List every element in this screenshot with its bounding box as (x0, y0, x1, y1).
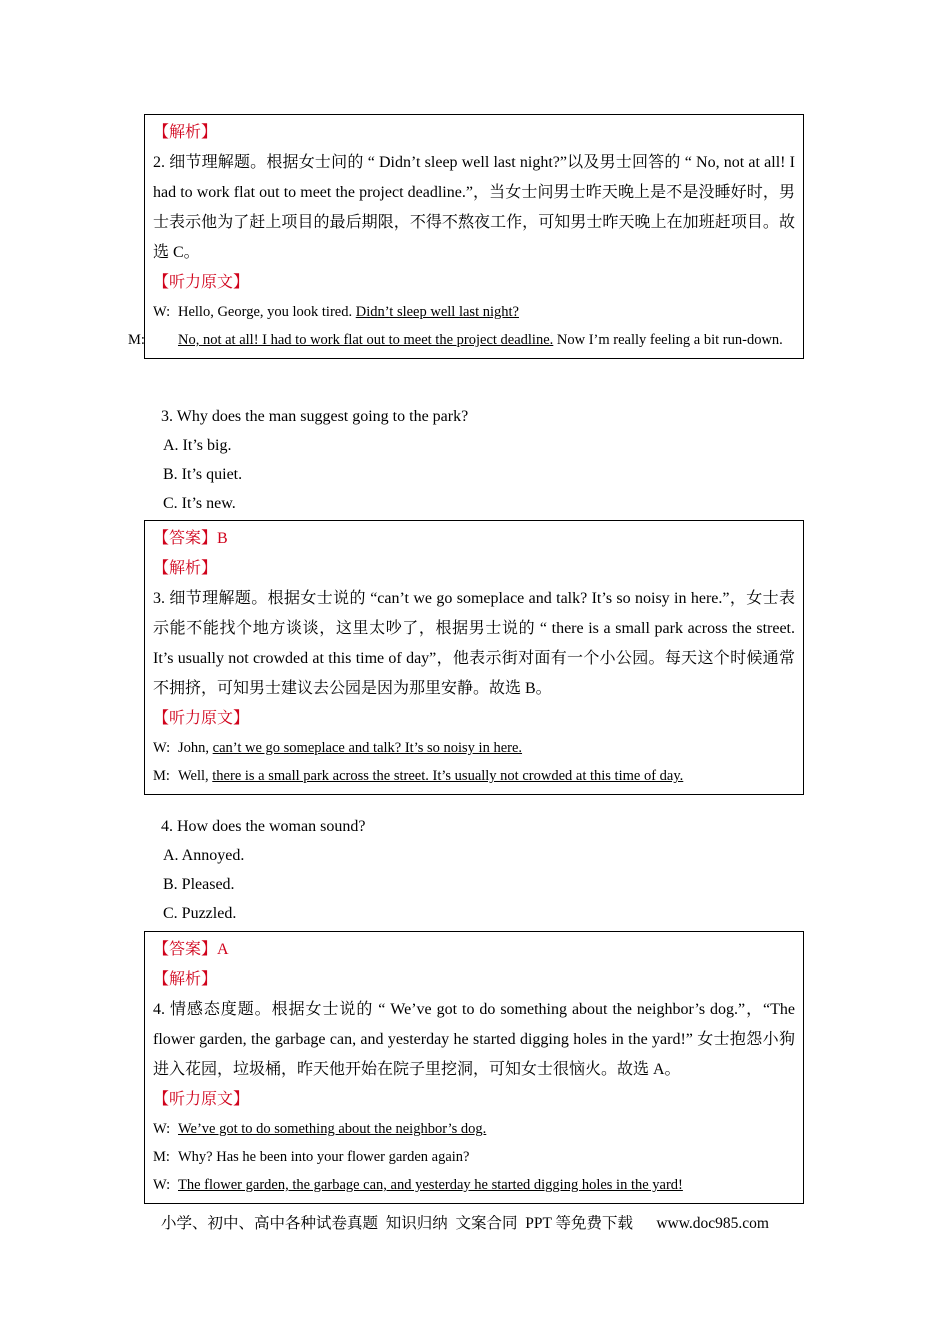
option-b: B. It’s quiet. (163, 466, 243, 483)
answer-value: B (217, 530, 228, 547)
question-stem: 4. How does the woman sound? (161, 818, 366, 835)
analysis-text: 3. 细节理解题。根据女士说的 “can’t we go someplace and talk? It’s so noisy in here.”，女士表示能不能找个地方谈谈，这里太吵了，根据男士说的 “ there is a small park across the street. It’s usually not crowded at this time of day”，他表示街对面有一个小公园。每天这个时候通常不拥挤，可知男士建议去公园是因为那里安静。故选 B。 (153, 590, 795, 697)
footer-text: 小学、初中、高中各种试卷真题 知识归纳 文案合同 PPT 等免费下载 (161, 1215, 634, 1232)
transcript-line: W: We’ve got to do something about the neighbor’s dog. (153, 1115, 795, 1143)
speaker: W: (153, 740, 171, 756)
analysis-label: 【解析】 (153, 124, 218, 141)
analysis-box-q2 (128, 114, 804, 359)
analysis-box-q4 (144, 931, 804, 1204)
analysis-label: 【解析】 (153, 971, 218, 988)
transcript-line: W: The flower garden, the garbage can, and yesterday he started digging holes in the yard! (153, 1171, 795, 1199)
transcript-line: M: No, not at all! I had to work flat out to meet the project deadline. Now I’m really feeling a bit run-down. (153, 326, 795, 354)
transcript-line: W: John, can’t we go someplace and talk? It’s so noisy in here. (153, 734, 795, 762)
analysis-box-q3 (144, 520, 804, 795)
speaker: M: (128, 332, 145, 348)
question-4 (161, 812, 365, 928)
transcript-line: M: Well, there is a small park across the street. It’s usually not crowded at this time of day. (153, 762, 795, 790)
page-footer (161, 1213, 769, 1235)
question-stem: 3. Why does the man suggest going to the park? (161, 408, 469, 425)
transcript-label: 【听力原文】 (153, 1091, 250, 1108)
analysis-text: 2. 细节理解题。根据女士问的 “ Didn’t sleep well last night?”以及男士回答的 “ No, not at all! I had to work flat out to meet the project deadline.”，当女士问男士昨天晚上是不是没睡好时，男士表示他为了赶上项目的最后期限，不得不熬夜工作，可知男士昨天晚上在加班赶项目。故选 C。 (153, 154, 795, 261)
transcript-label: 【听力原文】 (153, 710, 250, 727)
transcript-line: M: Why? Has he been into your flower garden again? (153, 1143, 795, 1171)
option-a: A. Annoyed. (163, 847, 245, 864)
option-c: C. Puzzled. (163, 905, 237, 922)
footer-url[interactable]: www.doc985.com (656, 1215, 769, 1232)
transcript-line: W: Hello, George, you look tired. Didn’t sleep well last night? (153, 298, 795, 326)
analysis-text: 4. 情感态度题。根据女士说的 “ We’ve got to do something about the neighbor’s dog.”，“The flower garden, the garbage can, and yesterday he started digging holes in the yard!” 女士抱怨小狗进入花园，垃圾桶，昨天他开始在院子里挖洞，可知女士很恼火。故选 A。 (153, 1001, 795, 1078)
answer-line: 【答案】A (153, 941, 229, 958)
option-a: A. It’s big. (163, 437, 232, 454)
question-3 (161, 402, 468, 518)
speaker: W: (153, 1121, 171, 1137)
option-b: B. Pleased. (163, 876, 235, 893)
speaker: W: (153, 1177, 171, 1193)
speaker: M: (153, 1149, 170, 1165)
answer-value: A (217, 941, 229, 958)
speaker: W: (153, 304, 171, 320)
speaker: M: (153, 768, 170, 784)
option-c: C. It’s new. (163, 495, 236, 512)
transcript-label: 【听力原文】 (153, 274, 250, 291)
answer-line: 【答案】B (153, 530, 228, 547)
analysis-label: 【解析】 (153, 560, 218, 577)
